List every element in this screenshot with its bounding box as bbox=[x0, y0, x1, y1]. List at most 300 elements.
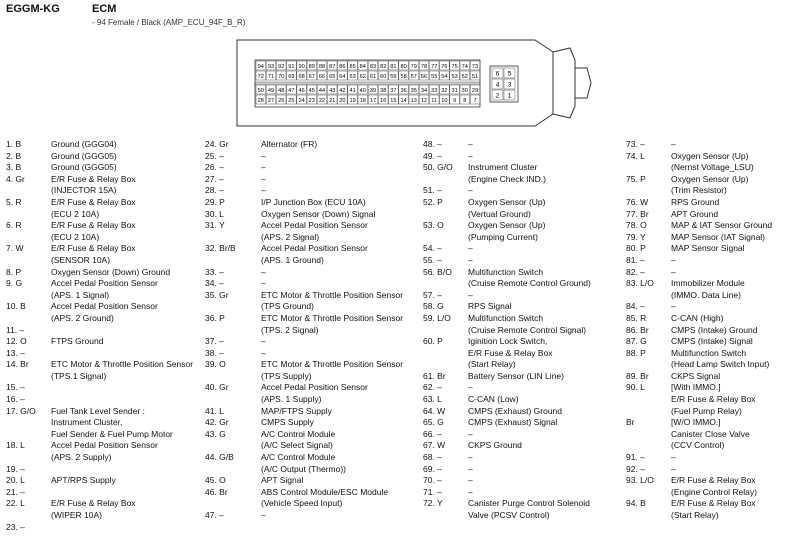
connector-tail bbox=[553, 48, 575, 118]
pin-number: 79. Y bbox=[626, 231, 646, 242]
pin-number: 8. P bbox=[6, 266, 22, 277]
pin-number: 71. – bbox=[423, 486, 442, 497]
side-pin-label: 5 bbox=[507, 70, 512, 78]
pin-label: 91 bbox=[288, 63, 295, 70]
pin-description: Oxygen Sensor (Down) Ground bbox=[51, 266, 171, 277]
pin-number: 18. L bbox=[6, 440, 25, 451]
pin-description: CKPS Signal bbox=[671, 370, 721, 381]
pin-label: 7 bbox=[473, 97, 477, 104]
pin-description: [With IMMO.] bbox=[671, 382, 721, 393]
pin-description: Multifunction Switch bbox=[468, 266, 544, 277]
pin-description: (APS. 2 Supply) bbox=[51, 452, 112, 463]
pin-label: 90 bbox=[298, 63, 305, 70]
pin-label: 40 bbox=[359, 87, 366, 94]
pin-description: MAP Sensor (IAT Signal) bbox=[671, 231, 766, 242]
pin-description: Ground (GGG05) bbox=[51, 150, 117, 161]
pin-number: 62. – bbox=[423, 382, 442, 393]
pin-number: 4. Gr bbox=[6, 173, 25, 184]
pin-label: 55 bbox=[431, 73, 438, 80]
pin-number: 9. G bbox=[6, 278, 23, 289]
connector-latch bbox=[575, 68, 591, 98]
pin-label: 32 bbox=[441, 87, 448, 94]
pin-label: 66 bbox=[318, 73, 326, 80]
pin-description: MAP & IAT Sensor Ground bbox=[671, 220, 773, 231]
pin-description: – bbox=[261, 266, 266, 277]
pin-description: [W/O IMMO.] bbox=[671, 417, 721, 428]
pin-description: Ground (GGG05) bbox=[51, 162, 117, 173]
pin-number: 50. G/O bbox=[423, 162, 453, 173]
pin-description: (TPS Ground) bbox=[261, 301, 314, 312]
pin-number: 25. – bbox=[205, 150, 224, 161]
pin-number: 67. W bbox=[423, 440, 446, 451]
pin-description: – bbox=[671, 254, 676, 265]
pin-number: 54. – bbox=[423, 243, 442, 254]
pin-number: 84. – bbox=[626, 301, 645, 312]
pin-description: CMPS (Intake) Signal bbox=[671, 336, 753, 347]
pin-number: 10. B bbox=[6, 301, 26, 312]
pin-number: 63. L bbox=[423, 394, 442, 405]
side-pin-label: 6 bbox=[495, 70, 500, 78]
pin-label: 12 bbox=[420, 97, 428, 104]
pin-number: 31. Y bbox=[205, 220, 225, 231]
module-title: ECM bbox=[92, 3, 117, 15]
pin-description: MAP/FTPS Supply bbox=[261, 405, 332, 416]
pin-number: 85. R bbox=[626, 312, 647, 323]
pin-number: 3. B bbox=[6, 162, 22, 173]
pin-label: 18 bbox=[359, 97, 366, 104]
pin-description: – bbox=[468, 428, 473, 439]
pin-number: 39. O bbox=[205, 359, 226, 370]
pin-description: – bbox=[261, 185, 266, 196]
pin-number: 87. G bbox=[626, 336, 647, 347]
pin-label: 81 bbox=[390, 63, 397, 70]
pin-description: – bbox=[468, 475, 473, 486]
pin-description: Multifunction Switch bbox=[671, 347, 747, 358]
connector-code: EGGM-KG bbox=[6, 3, 60, 15]
pin-number: 28. – bbox=[205, 185, 224, 196]
pin-number: 26. – bbox=[205, 162, 224, 173]
pin-description: (IMMO. Data Line) bbox=[671, 289, 741, 300]
pin-description: Canister Close Valve bbox=[671, 428, 750, 439]
pin-number: 30. L bbox=[205, 208, 224, 219]
pin-number: 42. Gr bbox=[205, 417, 229, 428]
pin-description: (APS. 1 Signal) bbox=[51, 289, 110, 300]
pin-description: Battery Sensor (LIN Line) bbox=[468, 370, 564, 381]
pin-number: 86. Br bbox=[626, 324, 649, 335]
pin-description: Oxygen Sensor (Up) bbox=[671, 173, 749, 184]
pin-label: 9 bbox=[453, 97, 457, 104]
pin-description: – bbox=[261, 278, 266, 289]
pin-label: 47 bbox=[288, 87, 295, 94]
pin-label: 82 bbox=[380, 63, 387, 70]
pin-number: 58. G bbox=[423, 301, 444, 312]
pin-number: 38. – bbox=[205, 347, 224, 358]
pin-description: Oxygen Sensor (Down) Signal bbox=[261, 208, 376, 219]
pin-description: Canister Purge Control Solenoid bbox=[468, 498, 590, 509]
pin-label: 72 bbox=[257, 73, 264, 80]
pin-description: E/R Fuse & Relay Box bbox=[468, 347, 553, 358]
pin-label: 14 bbox=[400, 97, 407, 104]
pin-description: Valve (PCSV Control) bbox=[468, 510, 550, 520]
pin-number: 34. – bbox=[205, 278, 224, 289]
pin-description: (Trim Resistor) bbox=[671, 185, 727, 196]
pin-label: 67 bbox=[308, 73, 315, 80]
pin-label: 77 bbox=[431, 63, 438, 70]
pin-label: 49 bbox=[267, 87, 275, 94]
pin-description: CMPS (Exhaust) Ground bbox=[468, 405, 563, 416]
pin-description: (INJECTOR 15A) bbox=[51, 185, 117, 196]
pin-description: A/C Control Module bbox=[261, 452, 336, 463]
pin-description: Immobilizer Module bbox=[671, 278, 745, 289]
pin-label: 92 bbox=[278, 63, 285, 70]
pin-label: 10 bbox=[441, 97, 448, 104]
pin-label: 26 bbox=[278, 97, 285, 104]
pin-description: Ground (GGG04) bbox=[51, 139, 117, 149]
pin-number: 65. G bbox=[423, 417, 444, 428]
pin-number: 29. P bbox=[205, 196, 225, 207]
pin-number: 89. Br bbox=[626, 370, 649, 381]
pin-label: 63 bbox=[349, 73, 356, 80]
pin-description: Oxygen Sensor (Up) bbox=[671, 150, 749, 161]
pin-description: CMPS (Exhaust) Signal bbox=[468, 417, 558, 428]
pin-label: 71 bbox=[267, 73, 275, 80]
pin-description: Iginition Lock Switch, bbox=[468, 336, 548, 347]
pin-label: 61 bbox=[369, 73, 377, 80]
pin-label: 93 bbox=[267, 63, 275, 70]
pin-description: ABS Control Module/ESC Module bbox=[261, 486, 389, 497]
side-pin-label: 1 bbox=[507, 92, 512, 100]
pin-label: 33 bbox=[431, 87, 438, 94]
pin-number: 47. – bbox=[205, 510, 224, 520]
pin-label: 19 bbox=[349, 97, 356, 104]
side-pin-label: 2 bbox=[495, 92, 500, 100]
pin-description: – bbox=[468, 289, 473, 300]
pin-description: E/R Fuse & Relay Box bbox=[671, 475, 756, 486]
pin-label: 22 bbox=[318, 97, 326, 104]
pin-label: 48 bbox=[278, 87, 285, 94]
pin-number: 64. W bbox=[423, 405, 446, 416]
pin-description: APT Ground bbox=[671, 208, 719, 219]
pin-label: 74 bbox=[461, 63, 468, 70]
pin-label: 79 bbox=[410, 63, 417, 70]
pin-label: 54 bbox=[441, 73, 448, 80]
pin-label: 11 bbox=[431, 97, 438, 104]
pin-description: E/R Fuse & Relay Box bbox=[51, 220, 136, 231]
pin-description: – bbox=[261, 150, 266, 161]
pin-description: (TPS Supply) bbox=[261, 370, 312, 381]
pin-number: 27. – bbox=[205, 173, 224, 184]
pin-description: E/R Fuse & Relay Box bbox=[51, 196, 136, 207]
pin-description: C-CAN (High) bbox=[671, 312, 724, 323]
pin-number: 36. P bbox=[205, 312, 225, 323]
pin-description: ETC Motor & Throttle Position Sensor bbox=[261, 359, 404, 370]
pin-label: 42 bbox=[339, 87, 346, 94]
pin-label: 28 bbox=[257, 97, 264, 104]
pin-description: (Pumping Current) bbox=[468, 231, 538, 242]
pin-label: 50 bbox=[257, 87, 264, 94]
pin-label: 70 bbox=[278, 73, 285, 80]
pin-number: 14. Br bbox=[6, 359, 29, 370]
pin-label: 89 bbox=[308, 63, 315, 70]
pin-number: 80. P bbox=[626, 243, 646, 254]
pin-description: (APS. 1 Ground) bbox=[261, 254, 324, 265]
pin-description: – bbox=[468, 254, 473, 265]
pin-description: CMPS (Intake) Ground bbox=[671, 324, 758, 335]
pin-description: Accel Pedal Position Sensor bbox=[51, 278, 158, 289]
pin-number: 2. B bbox=[6, 150, 22, 161]
pin-description: – bbox=[468, 486, 473, 497]
pin-description: Instrument Cluster, bbox=[51, 417, 123, 428]
pin-number: 6. R bbox=[6, 220, 22, 231]
pin-label: 78 bbox=[420, 63, 428, 70]
pin-label: 94 bbox=[257, 63, 264, 70]
pin-description: (APS. 2 Ground) bbox=[51, 312, 114, 323]
pin-number: 51. – bbox=[423, 185, 442, 196]
pin-number: 70. – bbox=[423, 475, 442, 486]
pin-number: 35. Gr bbox=[205, 289, 229, 300]
pin-description: (Nernst Voltage_LSU) bbox=[671, 162, 754, 173]
side-pin-label: 4 bbox=[495, 81, 500, 89]
pin-description: – bbox=[671, 452, 676, 463]
pin-description: APT Signal bbox=[261, 475, 304, 486]
pin-description: C-CAN (Low) bbox=[468, 394, 519, 405]
pin-label: 53 bbox=[451, 73, 458, 80]
pin-description: Oxygen Sensor (Up) bbox=[468, 196, 546, 207]
pin-description: E/R Fuse & Relay Box bbox=[51, 243, 136, 254]
pin-description: (ECU 2 10A) bbox=[51, 231, 100, 242]
pin-label: 41 bbox=[349, 87, 356, 94]
pin-label: 57 bbox=[410, 73, 417, 80]
pin-description: (Engine Control Relay) bbox=[671, 486, 757, 497]
pin-description: Multifunction Switch bbox=[468, 312, 544, 323]
pin-number: 43. G bbox=[205, 428, 226, 439]
pin-label: 80 bbox=[400, 63, 407, 70]
pin-number: 81. – bbox=[626, 254, 645, 265]
pin-label: 29 bbox=[471, 87, 479, 94]
pin-label: 15 bbox=[390, 97, 397, 104]
pin-label: 62 bbox=[359, 73, 366, 80]
pin-description: Accel Pedal Position Sensor bbox=[51, 301, 158, 312]
pin-label: 25 bbox=[288, 97, 295, 104]
pin-description: MAP Sensor Signal bbox=[671, 243, 745, 254]
pin-description: APT/RPS Supply bbox=[51, 475, 116, 486]
pin-number: 52. P bbox=[423, 196, 443, 207]
pin-description: (Vehicle Speed Input) bbox=[261, 498, 343, 509]
pin-number: 23. – bbox=[6, 521, 25, 532]
pin-number: Br bbox=[626, 417, 635, 428]
pin-number: 11. – bbox=[6, 324, 25, 335]
pin-label: 17 bbox=[369, 97, 377, 104]
pin-description: – bbox=[261, 510, 266, 520]
pin-description: (SENSOR 10A) bbox=[51, 254, 111, 265]
pin-number: 55. – bbox=[423, 254, 442, 265]
pin-description: I/P Junction Box (ECU 10A) bbox=[261, 196, 366, 207]
pin-description: – bbox=[261, 336, 266, 347]
pin-description: – bbox=[261, 162, 266, 173]
pin-number: 17. G/O bbox=[6, 405, 36, 416]
pin-description: (Cruise Remote Control Signal) bbox=[468, 324, 587, 335]
pin-number: 74. L bbox=[626, 150, 645, 161]
pin-number: 32. Br/B bbox=[205, 243, 236, 254]
pin-label: 20 bbox=[339, 97, 346, 104]
pin-label: 83 bbox=[369, 63, 377, 70]
pin-label: 59 bbox=[390, 73, 397, 80]
pin-number: 90. L bbox=[626, 382, 645, 393]
pin-number: 77. Br bbox=[626, 208, 649, 219]
pin-label: 21 bbox=[329, 97, 336, 104]
pin-number: 13. – bbox=[6, 347, 25, 358]
pin-number: 66. – bbox=[423, 428, 442, 439]
pin-label: 75 bbox=[451, 63, 458, 70]
pin-description: – bbox=[468, 463, 473, 474]
pin-description: (ECU 2 10A) bbox=[51, 208, 100, 219]
pin-number: 33. – bbox=[205, 266, 224, 277]
pin-number: 48. – bbox=[423, 139, 442, 149]
pin-number: 56. B/O bbox=[423, 266, 452, 277]
pin-number: 46. Br bbox=[205, 486, 228, 497]
pin-number: 60. P bbox=[423, 336, 443, 347]
pin-description: – bbox=[671, 301, 676, 312]
pin-label: 88 bbox=[318, 63, 326, 70]
pin-label: 64 bbox=[339, 73, 346, 80]
connector-description: - 94 Female / Black (AMP_ECU_94F_B_R) bbox=[92, 18, 246, 27]
pin-description: CKPS Ground bbox=[468, 440, 522, 451]
pin-label: 23 bbox=[308, 97, 315, 104]
pin-number: 69. – bbox=[423, 463, 442, 474]
pin-number: 45. O bbox=[205, 475, 226, 486]
pin-label: 24 bbox=[298, 97, 305, 104]
pin-description: ETC Motor & Throttle Position Sensor bbox=[261, 289, 404, 300]
pin-description: (A/C Output (Thermo)) bbox=[261, 463, 347, 474]
pin-label: 46 bbox=[298, 87, 305, 94]
pin-label: 69 bbox=[288, 73, 295, 80]
pin-number: 57. – bbox=[423, 289, 442, 300]
pin-number: 76. W bbox=[626, 196, 649, 207]
pin-description: (Cruise Remote Control Ground) bbox=[468, 278, 591, 289]
pin-description: Instrument Cluster bbox=[468, 162, 538, 173]
pin-label: 58 bbox=[400, 73, 407, 80]
connector-slot bbox=[255, 82, 480, 85]
pin-number: 75. P bbox=[626, 173, 646, 184]
pin-number: 88. P bbox=[626, 347, 646, 358]
pin-description: CMPS Supply bbox=[261, 417, 314, 428]
pin-description: Accel Pedal Position Sensor bbox=[261, 243, 368, 254]
pin-description: (WIPER 10A) bbox=[51, 510, 103, 520]
pin-label: 31 bbox=[451, 87, 458, 94]
pin-label: 35 bbox=[410, 87, 417, 94]
pin-label: 52 bbox=[461, 73, 468, 80]
pin-label: 86 bbox=[339, 63, 346, 70]
pin-label: 44 bbox=[318, 87, 326, 94]
pin-number: 92. – bbox=[626, 463, 645, 474]
pin-description: – bbox=[671, 139, 676, 149]
pin-description: Fuel Sender & Fuel Pump Motor bbox=[51, 428, 173, 439]
pin-number: 12. O bbox=[6, 336, 27, 347]
pin-description: (TPS. 2 Signal) bbox=[261, 324, 319, 335]
pin-label: 76 bbox=[441, 63, 448, 70]
pin-label: 30 bbox=[461, 87, 468, 94]
pin-label: 65 bbox=[329, 73, 336, 80]
pin-number: 68. – bbox=[423, 452, 442, 463]
pin-label: 43 bbox=[329, 87, 336, 94]
pin-number: 22. L bbox=[6, 498, 25, 509]
pin-description: (APS. 1 Supply) bbox=[261, 394, 322, 405]
pin-label: 73 bbox=[471, 63, 479, 70]
pin-number: 49. – bbox=[423, 150, 442, 161]
pin-description: – bbox=[468, 185, 473, 196]
pin-description: – bbox=[261, 347, 266, 358]
pin-label: 16 bbox=[380, 97, 387, 104]
pin-description: Fuel Tank Level Sender : bbox=[51, 405, 145, 416]
pin-description: E/R Fuse & Relay Box bbox=[51, 173, 136, 184]
pin-description: (CCV Control) bbox=[671, 440, 725, 451]
pin-description: E/R Fuse & Relay Box bbox=[51, 498, 136, 509]
pin-number: 73. – bbox=[626, 139, 645, 149]
pin-label: 13 bbox=[410, 97, 417, 104]
pin-description: – bbox=[671, 266, 676, 277]
pin-description: (APS. 2 Signal) bbox=[261, 231, 320, 242]
pin-label: 34 bbox=[420, 87, 428, 94]
pin-description: RPS Signal bbox=[468, 301, 512, 312]
pin-number: 37. – bbox=[205, 336, 224, 347]
pin-description: Alternator (FR) bbox=[261, 139, 318, 149]
pin-number: 40. Gr bbox=[205, 382, 229, 393]
pin-number: 53. O bbox=[423, 220, 444, 231]
pin-description: (Start Relay) bbox=[468, 359, 516, 370]
pin-number: 78. O bbox=[626, 220, 647, 231]
pin-description: Oxygen Sensor (Up) bbox=[468, 220, 546, 231]
pin-label: 45 bbox=[308, 87, 315, 94]
pin-label: 51 bbox=[471, 73, 479, 80]
pin-label: 27 bbox=[267, 97, 275, 104]
pin-number: 83. L/O bbox=[626, 278, 654, 289]
pin-number: 41. L bbox=[205, 405, 224, 416]
pin-number: 44. G/B bbox=[205, 452, 234, 463]
pin-description: (Engine Check IND.) bbox=[468, 173, 546, 184]
connector-diagram bbox=[235, 38, 605, 128]
pin-label: 38 bbox=[380, 87, 387, 94]
pin-description: (Vertual Ground) bbox=[468, 208, 531, 219]
pin-description: – bbox=[468, 382, 473, 393]
pin-description: Accel Pedal Position Sensor bbox=[261, 220, 368, 231]
pin-label: 84 bbox=[359, 63, 366, 70]
pin-description: – bbox=[468, 243, 473, 254]
pin-number: 7. W bbox=[6, 243, 24, 254]
pin-label: 8 bbox=[463, 97, 467, 104]
pin-description: (A/C Select Signal) bbox=[261, 440, 333, 451]
pin-description: FTPS Ground bbox=[51, 336, 104, 347]
pin-label: 36 bbox=[400, 87, 407, 94]
pin-description: – bbox=[468, 452, 473, 463]
pin-label: 60 bbox=[380, 73, 387, 80]
pin-number: 1. B bbox=[6, 139, 22, 149]
pin-description: – bbox=[671, 463, 676, 474]
pin-number: 15. – bbox=[6, 382, 25, 393]
pin-number: 16. – bbox=[6, 394, 25, 405]
pin-description: – bbox=[468, 139, 473, 149]
pin-number: 24. Gr bbox=[205, 139, 229, 149]
pin-label: 85 bbox=[349, 63, 356, 70]
pin-number: 93. L/O bbox=[626, 475, 654, 486]
pin-description: – bbox=[468, 150, 473, 161]
pin-description: ETC Motor & Throttle Position Sensor bbox=[51, 359, 194, 370]
pin-description: ETC Motor & Throttle Position Sensor bbox=[261, 312, 404, 323]
pin-number: 72. Y bbox=[423, 498, 443, 509]
pin-label: 56 bbox=[420, 73, 428, 80]
pin-number: 19. – bbox=[6, 463, 25, 474]
pin-number: 5. R bbox=[6, 196, 22, 207]
pin-label: 68 bbox=[298, 73, 305, 80]
